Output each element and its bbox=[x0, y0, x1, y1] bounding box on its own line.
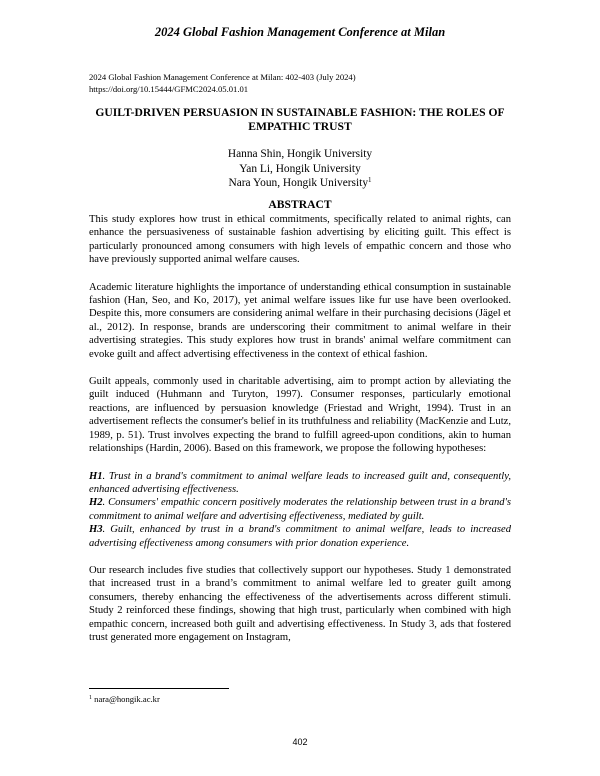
doi-link[interactable]: https://doi.org/10.15444/GFMC2024.05.01.01 bbox=[89, 84, 249, 94]
paragraph: Our research includes five studies that collectively support our hypotheses. Study 1 demonstrated that increased trust in a brand’s commitment to animal welfare led to greater guilt among consumers, thereby enhancing the effectiveness of the advertisements across different stimuli. Study 2 reinforced these findings, showing that high trust, particularly when combined with high empathic concern, increased both guilt and advertising effectiveness. In Study 3, ads that fostered trust generated more engagement on Instagram, bbox=[89, 564, 511, 643]
footnote-mark: 1 bbox=[89, 695, 92, 701]
author-name: Nara Youn, Hongik University bbox=[228, 177, 369, 189]
conference-header: 2024 Global Fashion Management Conference at Milan bbox=[154, 25, 446, 39]
hypothesis-text: . Guilt, enhanced by trust in a brand's commitment to animal welfare, leads to increased advertising effectiveness among consumers with prior donation experience. bbox=[89, 524, 511, 549]
author: Yan Li, Hongik University bbox=[239, 162, 361, 175]
hypothesis-text: . Consumers' empathic concern positively moderates the relationship between trust in a brand's commitment to animal welfare and advertising effectiveness, mediated by guilt. bbox=[89, 497, 511, 522]
paragraph: Guilt appeals, commonly used in charitable advertising, aim to prompt action by alleviating the guilt induced (Huhmann and Turyton, 1997). Consumer responses, particularly emotional reactions, are influenced by persuasion knowledge (Friestad and Wright, 1994). Trust in an advertisement reflects the consumer's belief in its truthfulness and reliability (MacKenzie and Lutz, 1989, p. 51). Trust involves expecting the brand to fulfill agreed-upon conditions, akin to human relationships (Hardin, 2006). Based on this framework, we propose the following hypotheses: bbox=[89, 376, 511, 455]
hypothesis-text: . Trust in a brand's commitment to animal welfare leads to increased guilt and, consequently, enhanced advertising effectiveness. bbox=[89, 470, 511, 495]
author bbox=[89, 176, 511, 191]
footnote bbox=[89, 694, 160, 704]
citation-line: 2024 Global Fashion Management Conference at Milan: 402-403 (July 2024) bbox=[89, 72, 356, 82]
hypothesis-label: H3 bbox=[89, 524, 103, 536]
paragraph: Academic literature highlights the importance of understanding ethical consumption in sustainable fashion (Han, Seo, and Ko, 2017), yet animal welfare issues like fur use have been overlooked. Despite this, more consumers are considering animal welfare in their purchasing decisions (Jägel et al., 2012). In response, brands are underscoring their commitment to animal welfare in their advertising strategies. This study explores how trust in brands' animal welfare commitment can evoke guilt and affect advertising effectiveness in the context of ethical fashion. bbox=[89, 281, 511, 360]
author-list bbox=[89, 147, 511, 191]
page-number: 402 bbox=[292, 737, 308, 747]
paper-title: GUILT-DRIVEN PERSUASION IN SUSTAINABLE FASHION: THE ROLES OF EMPATHIC TRUST bbox=[95, 106, 505, 133]
hypothesis bbox=[89, 496, 511, 523]
hypothesis-label: H1 bbox=[89, 470, 103, 482]
author: Hanna Shin, Hongik University bbox=[227, 148, 373, 160]
paragraph: This study explores how trust in ethical commitments, specifically related to animal rights, can enhance the persuasiveness of sustainable fashion advertising by eliciting guilt. This effect is particularly pronounced among consumers with high levels of empathic concern and those who have previously supported animal welfare causes. bbox=[89, 214, 511, 266]
hypothesis bbox=[89, 523, 511, 550]
footnote-email[interactable]: nara@hongik.ac.kr bbox=[94, 694, 160, 704]
hypothesis-label: H2 bbox=[89, 497, 103, 509]
abstract-body bbox=[89, 213, 511, 658]
citation-block bbox=[89, 71, 356, 95]
hypothesis bbox=[89, 470, 511, 497]
abstract-heading: ABSTRACT bbox=[268, 198, 332, 211]
footnote-mark[interactable]: 1 bbox=[368, 176, 372, 184]
footnote-divider bbox=[89, 688, 229, 689]
